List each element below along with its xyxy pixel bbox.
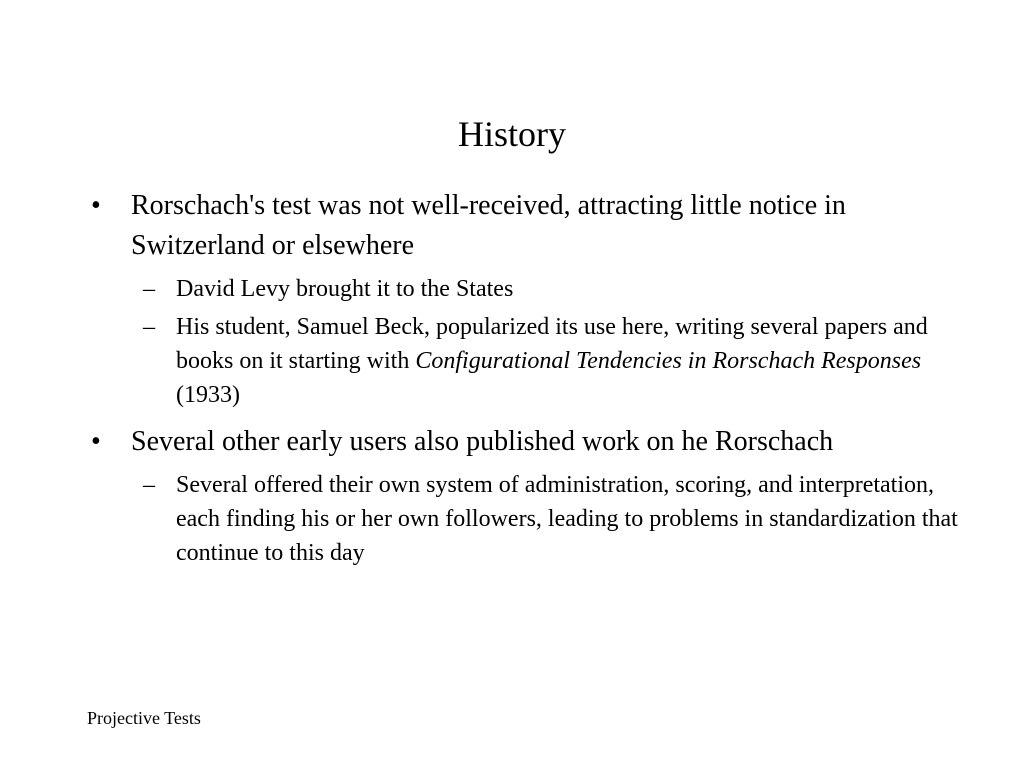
slide-footer: Projective Tests [87, 708, 201, 728]
dash-icon: – [143, 276, 155, 302]
slide-title: History [458, 114, 566, 154]
sub-bullet-text-after: (1933) [176, 382, 240, 408]
bullet-text: Several other early users also published work on he Rorschach [131, 426, 834, 457]
bullet-dot-icon: • [91, 426, 101, 457]
dash-icon: – [143, 472, 155, 498]
sub-bullet-text [176, 314, 928, 408]
bullet-item [88, 186, 958, 266]
bullet-group-1 [88, 186, 958, 412]
sub-bullet-text-before: His student, Samuel Beck, popularized its use here, writing several papers and books on it starting with [176, 314, 928, 374]
sub-bullet-item [88, 468, 958, 570]
sub-bullet-text: David Levy brought it to the States [176, 276, 514, 302]
slide-content [88, 186, 958, 580]
dash-icon: – [143, 314, 155, 340]
sub-bullet-item [88, 272, 958, 306]
book-title: Configurational Tendencies in Rorschach Responses [415, 348, 922, 374]
sub-bullet-item [88, 310, 958, 412]
sub-bullet-text: Several offered their own system of administration, scoring, and interpretation, each finding his or her own followers, leading to problems in standardization that continue to this day [176, 472, 958, 566]
bullet-group-2 [88, 422, 958, 570]
bullet-text: Rorschach's test was not well-received, attracting little notice in Switzerland or elsewhere [131, 190, 846, 261]
bullet-item [88, 422, 958, 462]
bullet-dot-icon: • [91, 190, 101, 221]
